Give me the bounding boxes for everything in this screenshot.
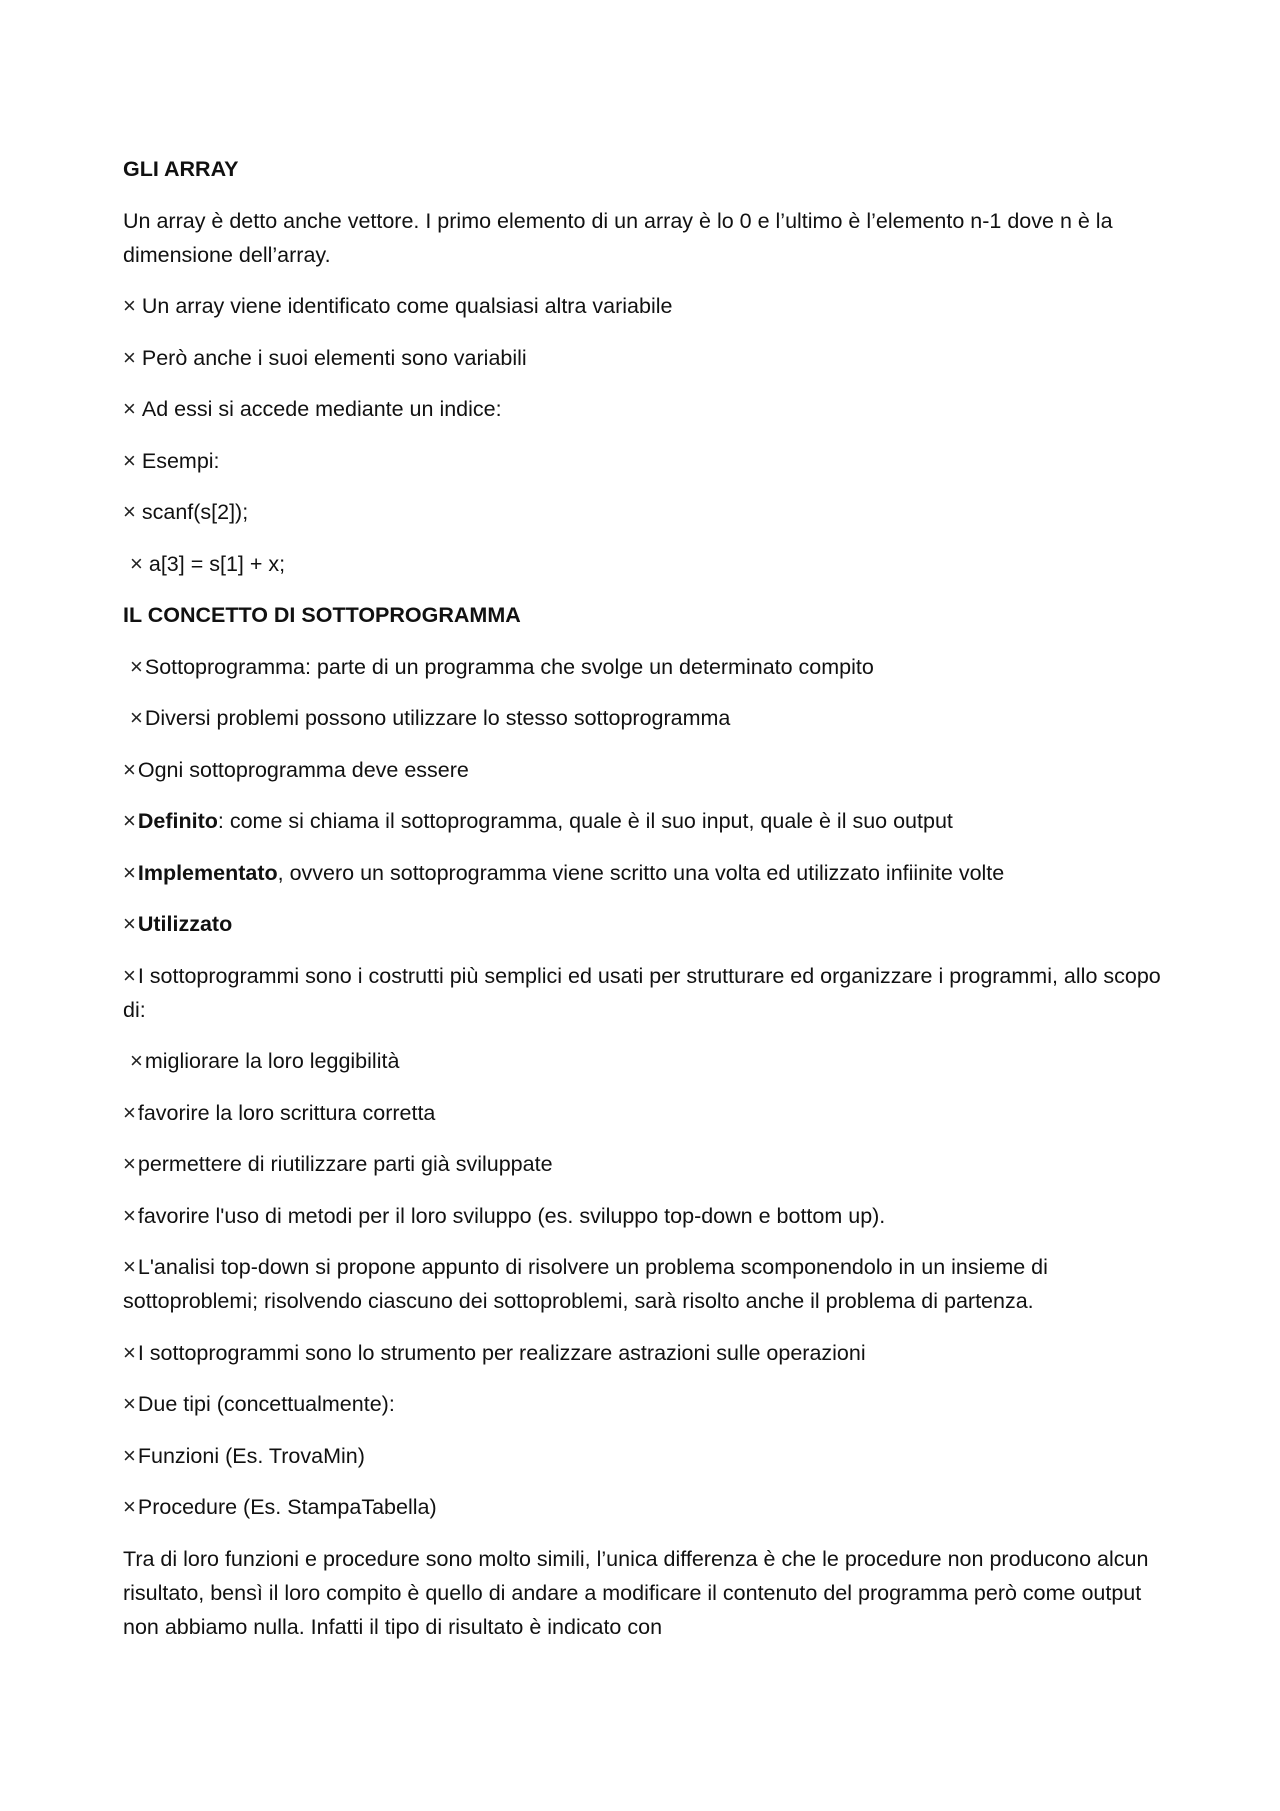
closing-paragraph: Tra di loro funzioni e procedure sono molto simili, l’unica differenza è che le procedure non producono alcun risultato, bensì il loro compito è quello di andare a modificare il contenuto del programma però come output non abbiamo nulla. Infatti il tipo di risultato è indicato con [123, 1546, 1149, 1639]
bullet-text: scanf(s[2]); [141, 500, 249, 524]
bullet-item [123, 444, 1173, 478]
implementato-text: , ovvero un sottoprogramma viene scritto una volta ed utilizzato infiinite volte [277, 860, 1005, 885]
cross-bullet-icon: × [123, 1442, 136, 1468]
bullet-item-implementato [123, 856, 1173, 890]
bullet-text: Procedure (Es. StampaTabella) [137, 1495, 437, 1519]
cross-bullet-icon: × [123, 1151, 136, 1176]
bullet-item [123, 1044, 1173, 1078]
cross-bullet-icon: × [123, 859, 136, 885]
document-page [123, 152, 1173, 1661]
heading-subprogram: IL CONCETTO DI SOTTOPROGRAMMA [123, 603, 521, 627]
bullet-item-definito [123, 804, 1173, 838]
bullet-item [123, 753, 1173, 787]
bullet-item [123, 1250, 1173, 1318]
bullet-text: Un array viene identificato come qualsiasi altra variabile [141, 294, 673, 318]
cross-bullet-icon: × [130, 550, 143, 576]
cross-bullet-icon: × [123, 499, 136, 524]
cross-bullet-icon: × [123, 447, 136, 473]
bullet-item [123, 341, 1173, 375]
bullet-item [123, 1199, 1173, 1233]
bullet-item [123, 650, 1173, 684]
cross-bullet-icon: × [123, 756, 136, 782]
cross-bullet-icon: × [130, 1048, 143, 1073]
bullet-text: favorire l'uso di metodi per il loro sviluppo (es. sviluppo top-down e bottom up). [137, 1203, 886, 1228]
cross-bullet-icon: × [123, 1099, 136, 1125]
cross-bullet-icon: × [123, 962, 136, 988]
cross-bullet-icon: × [123, 293, 136, 318]
bullet-text: Funzioni (Es. TrovaMin) [137, 1443, 365, 1468]
cross-bullet-icon: × [123, 1202, 136, 1228]
bullet-text: I sottoprogrammi sono i costrutti più semplici ed usati per strutturare ed organizzare i programmi, allo scopo di: [123, 963, 1161, 1022]
bullet-item [123, 1387, 1173, 1421]
cross-bullet-icon: × [123, 1339, 136, 1365]
bullet-item [123, 1147, 1173, 1181]
bullet-item [123, 1096, 1173, 1130]
bullet-item [123, 701, 1173, 735]
bullet-item [123, 1439, 1173, 1473]
implementato-term: Implementato [137, 860, 278, 885]
bullet-item [123, 289, 1173, 323]
bullet-text: permettere di riutilizzare parti già sviluppate [137, 1152, 553, 1176]
bullet-item [123, 959, 1173, 1027]
bullet-text: I sottoprogrammi sono lo strumento per realizzare astrazioni sulle operazioni [137, 1340, 866, 1365]
definito-term: Definito [137, 809, 218, 833]
bullet-text: Ogni sottoprogramma deve essere [137, 757, 469, 782]
cross-bullet-icon: × [123, 808, 136, 833]
cross-bullet-icon: × [123, 1391, 136, 1416]
bullet-item [123, 495, 1173, 529]
bullet-item [123, 1336, 1173, 1370]
bullet-text: Esempi: [141, 448, 220, 473]
bullet-item [123, 1490, 1173, 1524]
cross-bullet-icon: × [123, 344, 136, 370]
utilizzato-term: Utilizzato [137, 912, 233, 936]
cross-bullet-icon: × [123, 911, 136, 936]
cross-bullet-icon: × [123, 1254, 136, 1279]
bullet-text: a[3] = s[1] + x; [148, 551, 286, 576]
bullet-item [123, 392, 1173, 426]
cross-bullet-icon: × [130, 653, 143, 679]
bullet-text: migliorare la loro leggibilità [144, 1049, 400, 1073]
bullet-text: favorire la loro scrittura corretta [137, 1100, 436, 1125]
cross-bullet-icon: × [123, 1494, 136, 1519]
cross-bullet-icon: × [123, 396, 136, 421]
cross-bullet-icon: × [130, 705, 143, 730]
bullet-text: Sottoprogramma: parte di un programma che svolge un determinato compito [144, 654, 874, 679]
definito-text: : come si chiama il sottoprogramma, quale è il suo input, quale è il suo output [217, 809, 953, 833]
heading-array: GLI ARRAY [123, 157, 239, 181]
bullet-item [123, 547, 1173, 581]
bullet-text: Diversi problemi possono utilizzare lo stesso sottoprogramma [144, 706, 731, 730]
bullet-item-utilizzato [123, 907, 1173, 941]
bullet-text: Ad essi si accede mediante un indice: [141, 397, 502, 421]
array-intro-paragraph: Un array è detto anche vettore. I primo elemento di un array è lo 0 e l’ultimo è l’elemento n-1 dove n è la dimensione dell’array. [123, 208, 1113, 267]
bullet-text: L'analisi top-down si propone appunto di risolvere un problema scomponendolo in un insieme di sottoproblemi; risolvendo ciascuno dei sottoproblemi, sarà risolto anche il problema di partenza. [123, 1255, 1048, 1313]
bullet-text: Due tipi (concettualmente): [137, 1392, 395, 1416]
bullet-text: Però anche i suoi elementi sono variabili [141, 345, 527, 370]
